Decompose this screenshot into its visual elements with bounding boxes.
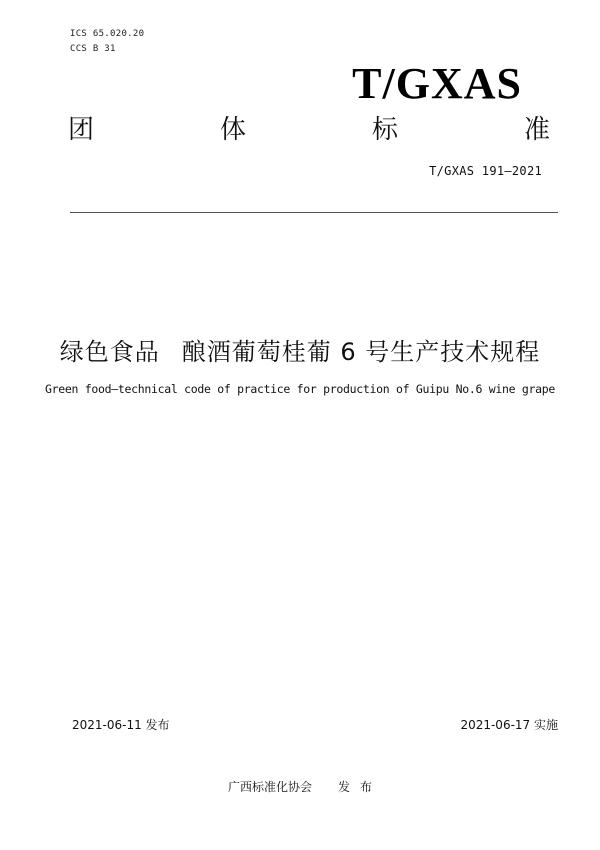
publisher-name: 广西标准化协会: [227, 780, 312, 794]
title-chinese-part-2: 酿酒葡萄桂葡 6 号生产技术规程: [181, 338, 541, 366]
header-divider: [70, 212, 558, 213]
standard-type-char-1: 团: [68, 115, 95, 145]
standard-type-char-3: 标: [371, 115, 398, 145]
issue-date: 2021-06-11 发布: [72, 718, 170, 732]
standard-number: T/GXAS 191—2021: [429, 164, 542, 178]
title-chinese: [0, 332, 600, 367]
title-english: Green food—technical code of practice for production of Guipu No.6 wine grape: [44, 382, 556, 396]
ics-code: ICS 65.020.20: [70, 29, 145, 39]
ccs-code: CCS B 31: [70, 44, 116, 54]
standard-logo: T/GXAS: [352, 59, 522, 108]
implementation-date: 2021-06-17 实施: [460, 718, 558, 732]
standard-type-char-2: 体: [219, 115, 246, 145]
publisher-action-1: 发: [337, 780, 350, 794]
standard-type: [68, 117, 550, 143]
publisher: [0, 778, 600, 795]
title-chinese-part-1: 绿色食品: [59, 338, 160, 366]
standard-type-char-4: 准: [523, 115, 550, 145]
publisher-action-2: 布: [360, 780, 373, 794]
